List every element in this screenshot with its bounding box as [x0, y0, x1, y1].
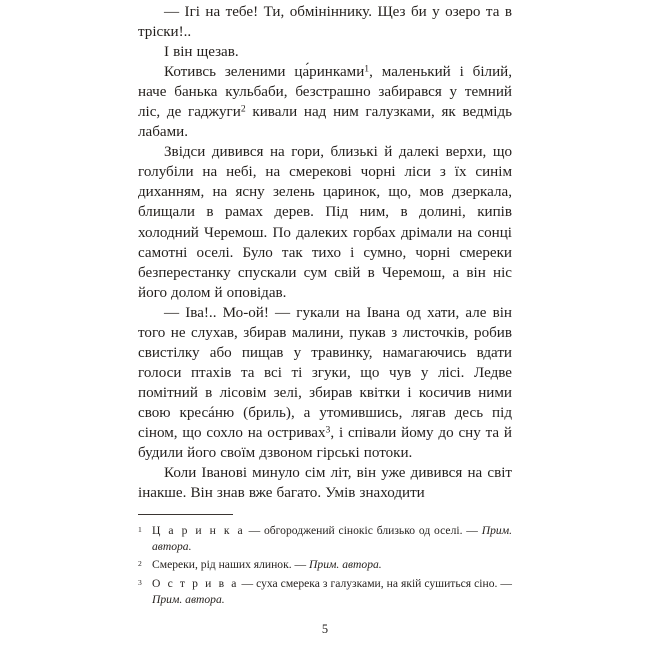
paragraph-1: [138, 2, 512, 42]
footnote-term-1: Ц а р и н к а: [152, 524, 245, 537]
paragraph-5: [138, 303, 512, 463]
paragraph-4: [138, 142, 512, 302]
paragraph-5-text-a: — Іва!.. Мо-ой! — гукали на Івана од хати, але він того не слухав, збирав малини, пукав з листочків, робив свистілку або пищав у травинку, намагаючись вдати голоси птахів та всі ті згуки, що чув у лісі. Ледве помітний в лісовім зелі, збирав квітки і косичив ними свою кресáню (бриль), а утомившись, лягав десь під сіном, що сохло на остривах: [138, 304, 512, 441]
footnote-attribution-1: Прим. автора.: [152, 524, 512, 554]
paragraph-3-text-b: , маленький і білий, наче банька кульбаби, безстрашно забирався у темний ліс, де гаджуги: [138, 64, 512, 121]
footnote-item-3: [138, 576, 512, 608]
paragraph-5-text-b: , і співали йому до сну та й будили його своїм дзвоном гірські потоки.: [138, 424, 512, 462]
footnote-attribution-2: Прим. автора.: [309, 558, 382, 572]
footnote-section: [138, 514, 512, 610]
footnote-definition-3: — суха смерека з галузками, на якій сушиться сіно. —: [238, 576, 512, 590]
paragraph-3: [138, 62, 512, 142]
footnote-separator-rule: [138, 514, 233, 515]
footnote-attribution-3: Прим. автора.: [152, 592, 225, 606]
paragraph-3-text-c: кивали над ним галузками, як ведмідь лабами.: [138, 104, 513, 141]
footnote-definition-1: — обгороджений сінокіс близько од оселі. —: [244, 524, 482, 537]
footnote-ref-1[interactable]: 1: [364, 63, 370, 75]
paragraph-1-text: — Ігі на тебе! Ти, обмініннику. Щез би у озеро та в тріски!..: [138, 4, 512, 41]
footnote-marker-3: 3: [138, 577, 142, 587]
footnote-marker-2: 2: [138, 559, 142, 569]
footnote-term-3: О с т р и в а: [152, 576, 239, 590]
footnote-marker-1: 1: [138, 525, 142, 534]
paragraph-3-text-a: Котивсь зеленими ца́ринками: [164, 64, 365, 81]
body-text-column: [138, 2, 512, 503]
page-number: 5: [321, 622, 329, 636]
paragraph-6: [138, 463, 512, 503]
paragraph-4-text: Звідси дивився на гори, близькі й далекі верхи, що голубіли на небі, на смерекові чорні ліси з їх синім диханням, на ясну зелень царинок, що, мов дзеркала, блищали в рамах дерев. Під ним, в долині, кипів холодний Черемош. По далеких горбах дрімали на сонці самотні оселі. Було так тихо і сумно, чорні смереки безперестанку спускали сум свій в Черемош, а він ніс його долом й оповідав.: [138, 144, 512, 301]
paragraph-2: [138, 42, 512, 62]
paragraph-2-text: І він щезав.: [164, 44, 239, 61]
footnote-ref-3[interactable]: 3: [325, 424, 331, 436]
footnote-ref-2[interactable]: 2: [240, 103, 246, 115]
footnote-item-2: [138, 557, 512, 573]
footnote-item-1: [138, 523, 512, 555]
footnote-definition-2: Смереки, рід наших ялинок. —: [152, 558, 310, 572]
paragraph-6-text: Коли Іванові минуло сім літ, він уже дивився на світ інакше. Він знав вже багато. Умів знаходити: [138, 465, 512, 502]
